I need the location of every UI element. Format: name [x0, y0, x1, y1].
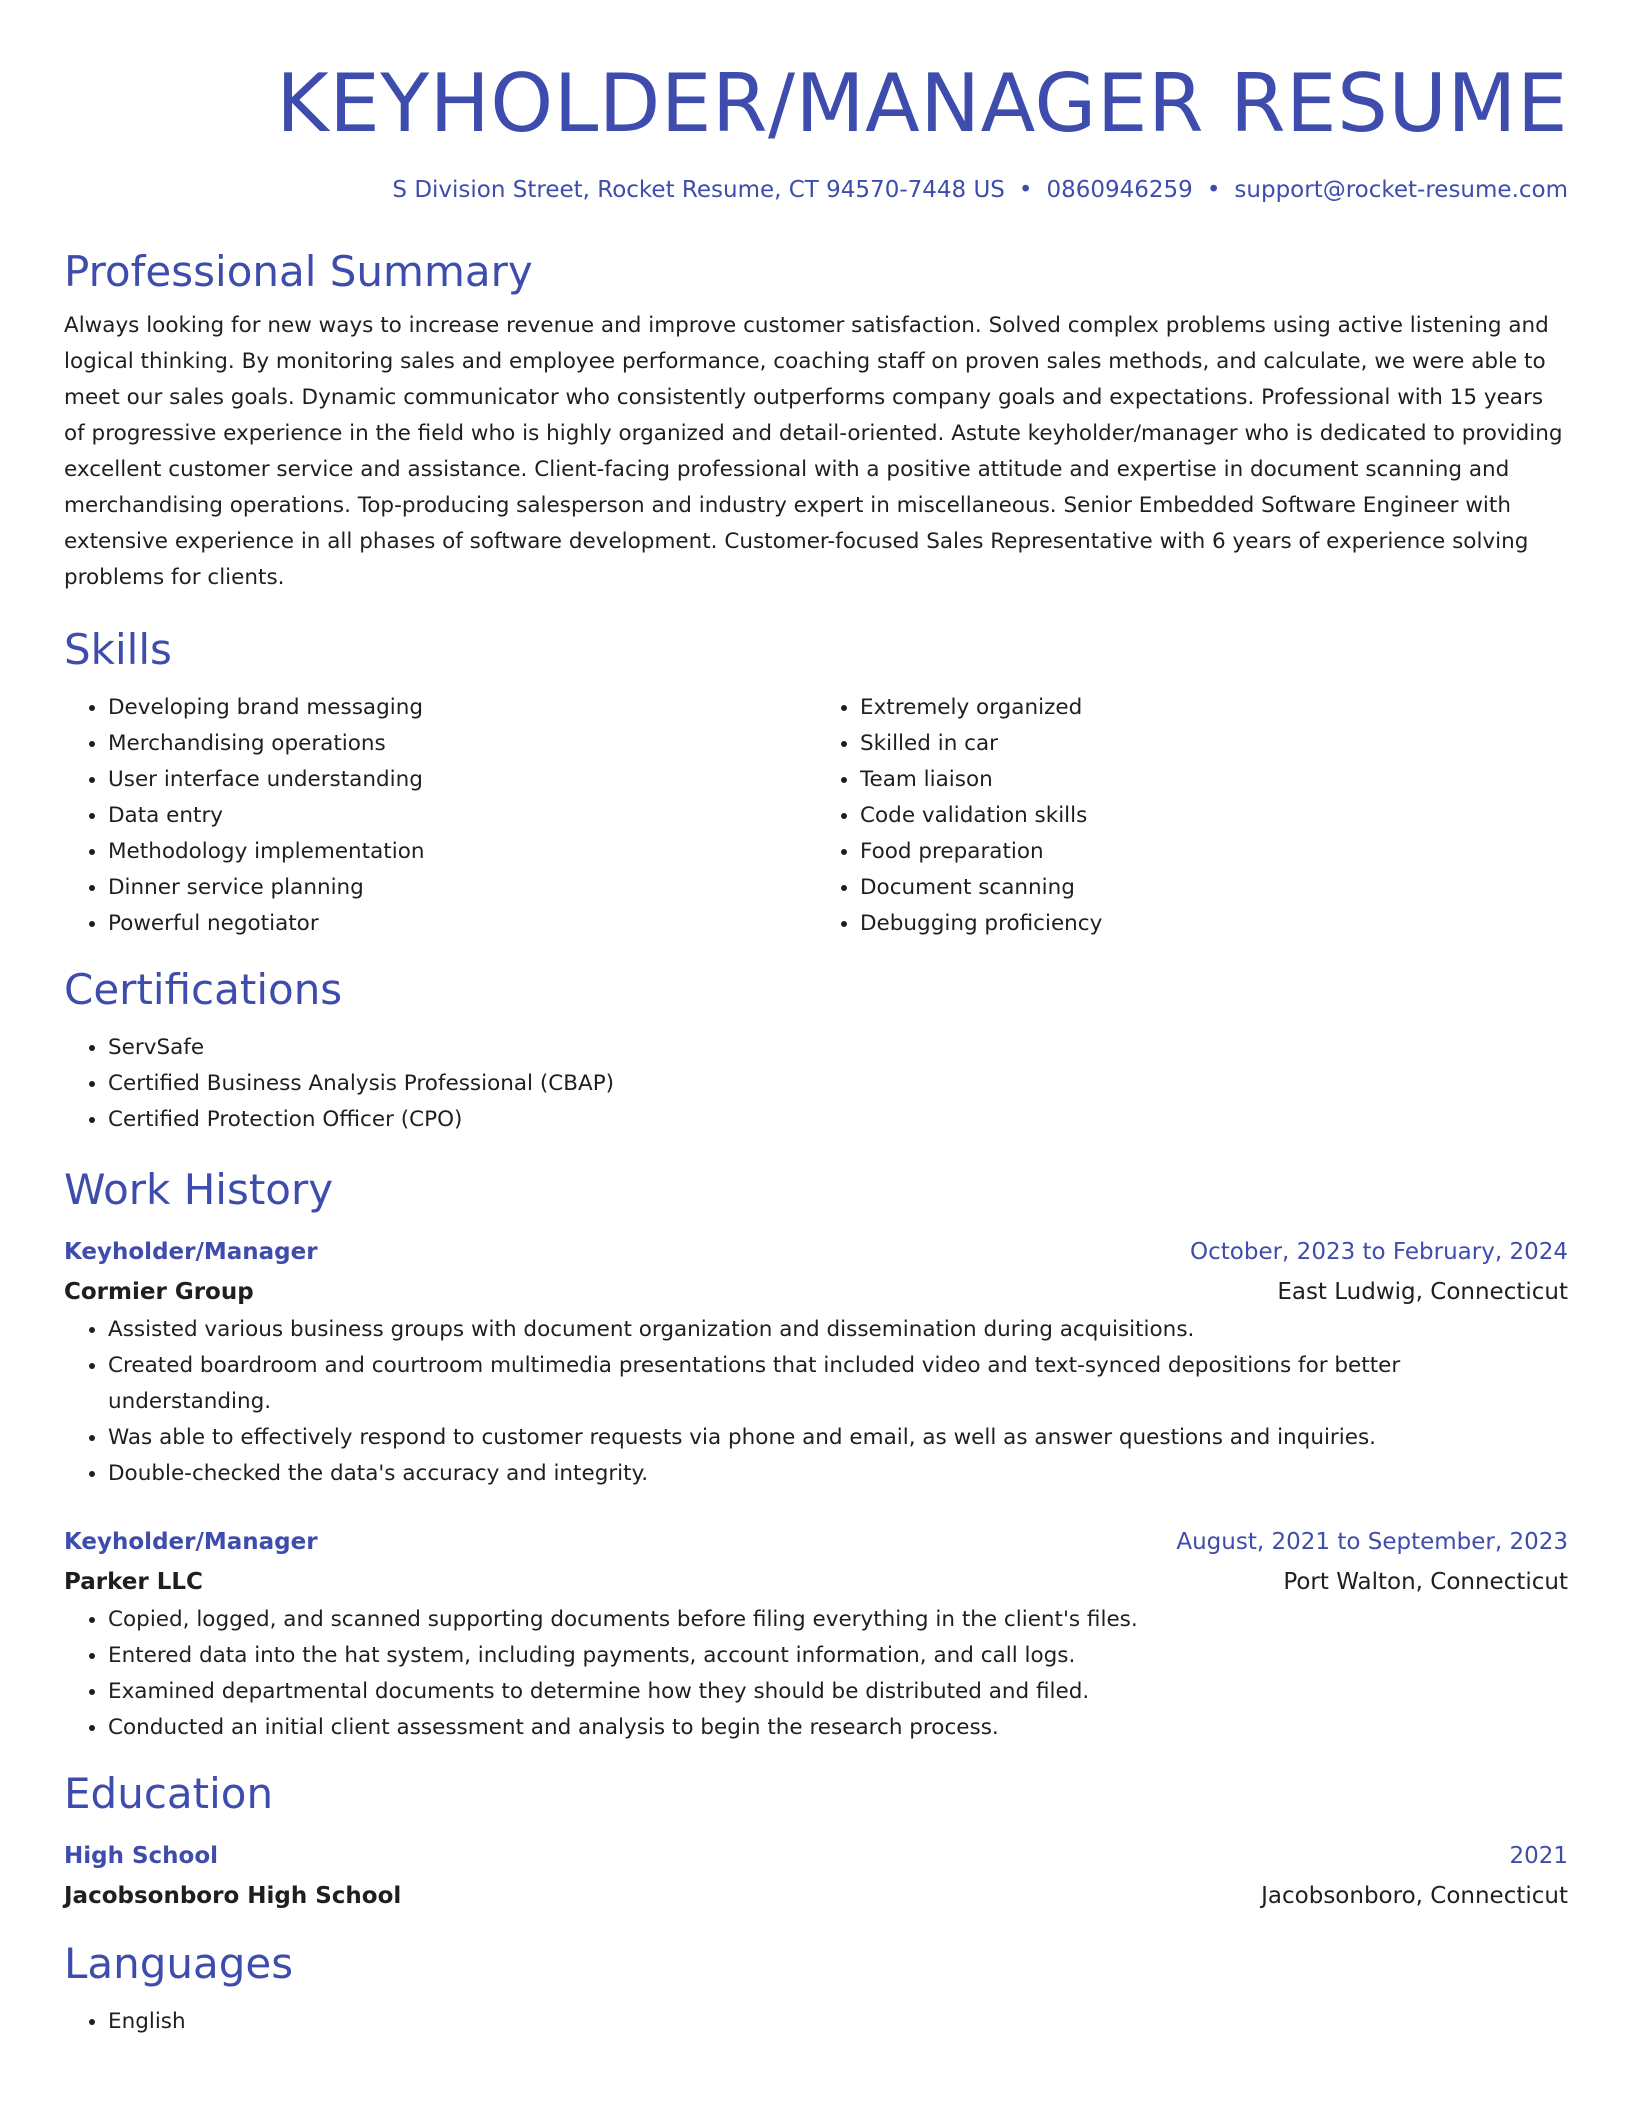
- job-company-row: [64, 1272, 1568, 1312]
- languages-section: [64, 1936, 1568, 2040]
- job-company: Cormier Group: [64, 1279, 254, 1305]
- list-item: • User interface understanding: [108, 762, 816, 798]
- skills-section: [64, 622, 1568, 942]
- job-title: Keyholder/Manager: [64, 1239, 318, 1265]
- education-year: 2021: [1509, 1843, 1568, 1869]
- contact-phone: 0860946259: [1046, 177, 1193, 203]
- list-item: • Created boardroom and courtroom multimedia presentations that included video and text-synced depositions for better understanding.: [108, 1348, 1568, 1420]
- education-section: [64, 1766, 1568, 1916]
- list-item: • Team liaison: [860, 762, 1568, 798]
- list-item: • Data entry: [108, 798, 816, 834]
- list-item: • Food preparation: [860, 834, 1568, 870]
- list-item: • Skilled in car: [860, 726, 1568, 762]
- bullet-separator: •: [1206, 177, 1221, 203]
- languages-heading: Languages: [64, 1939, 294, 1988]
- skills-grid: [64, 690, 1568, 942]
- summary-section: [64, 244, 1568, 596]
- list-item: • Was able to effectively respond to customer requests via phone and email, as well as answer questions and inquiries.: [108, 1420, 1568, 1456]
- list-item: • Merchandising operations: [108, 726, 816, 762]
- languages-list: [64, 2004, 1568, 2040]
- list-item: • Certified Business Analysis Professional (CBAP): [108, 1066, 1568, 1102]
- skills-list-left: [64, 690, 816, 942]
- list-item: • Debugging proficiency: [860, 906, 1568, 942]
- list-item: • Double-checked the data's accuracy and integrity.: [108, 1456, 1568, 1492]
- summary-text: Always looking for new ways to increase revenue and improve customer satisfaction. Solved complex problems using active listening and logical thinking. By monitoring sales and employee performance, coaching staff on proven sales methods, and calculate, we were able to meet our sales goals. Dynamic communicator who consistently outperforms company goals and expectations. Professional with 15 years of progressive experience in the field who is highly organized and detail-oriented. Astute keyholder/manager who is dedicated to providing excellent customer service and assistance. Client-facing professional with a positive attitude and expertise in document scanning and merchandising operations. Top-producing salesperson and industry expert in miscellaneous. Senior Embedded Software Engineer with extensive experience in all phases of software development. Customer-focused Sales Representative with 6 years of experience solving problems for clients.: [64, 313, 1563, 590]
- job-entry: [64, 1232, 1568, 1492]
- certifications-section: [64, 962, 1568, 1138]
- job-company: Parker LLC: [64, 1569, 203, 1595]
- work-history-section: [64, 1162, 1568, 1746]
- job-location: Port Walton, Connecticut: [1283, 1569, 1568, 1595]
- contact-email: support@rocket-resume.com: [1234, 177, 1568, 203]
- job-entry: [64, 1522, 1568, 1746]
- certifications-heading: Certifications: [64, 965, 343, 1014]
- list-item: • Assisted various business groups with document organization and dissemination during acquisitions.: [108, 1312, 1568, 1348]
- list-item: • Extremely organized: [860, 690, 1568, 726]
- education-degree: High School: [64, 1843, 219, 1869]
- education-entry: [64, 1836, 1568, 1916]
- list-item: • Dinner service planning: [108, 870, 816, 906]
- work-history-heading: Work History: [64, 1165, 334, 1214]
- job-dates: October, 2023 to February, 2024: [1190, 1239, 1568, 1265]
- job-company-row: [64, 1562, 1568, 1602]
- education-school: Jacobsonboro High School: [64, 1883, 402, 1909]
- job-bullets: [64, 1312, 1568, 1492]
- resume-title: KEYHOLDER/MANAGER RESUME: [276, 57, 1568, 150]
- list-item: • ServSafe: [108, 1030, 1568, 1066]
- bullet-separator: •: [1018, 177, 1033, 203]
- education-heading: Education: [64, 1769, 274, 1818]
- skills-list-right: [816, 690, 1568, 942]
- list-item: • Examined departmental documents to determine how they should be distributed and filed.: [108, 1674, 1568, 1710]
- list-item: • Conducted an initial client assessment and analysis to begin the research process.: [108, 1710, 1568, 1746]
- list-item: • Developing brand messaging: [108, 690, 816, 726]
- list-item: • Entered data into the hat system, including payments, account information, and call logs.: [108, 1638, 1568, 1674]
- list-item: • Powerful negotiator: [108, 906, 816, 942]
- job-header-row: [64, 1522, 1568, 1562]
- skills-heading: Skills: [64, 625, 172, 674]
- education-header-row: [64, 1836, 1568, 1876]
- job-header-row: [64, 1232, 1568, 1272]
- list-item: • Methodology implementation: [108, 834, 816, 870]
- list-item: • Copied, logged, and scanned supporting documents before filing everything in the client's files.: [108, 1602, 1568, 1638]
- certifications-list: [64, 1030, 1568, 1138]
- job-dates: August, 2021 to September, 2023: [1176, 1529, 1568, 1555]
- education-location: Jacobsonboro, Connecticut: [1261, 1883, 1568, 1909]
- list-item: • Code validation skills: [860, 798, 1568, 834]
- job-title: Keyholder/Manager: [64, 1529, 318, 1555]
- list-item: • Document scanning: [860, 870, 1568, 906]
- summary-heading: Professional Summary: [64, 247, 533, 296]
- job-bullets: [64, 1602, 1568, 1746]
- resume-header: [64, 44, 1568, 206]
- job-location: East Ludwig, Connecticut: [1277, 1279, 1568, 1305]
- list-item: • Certified Protection Officer (CPO): [108, 1102, 1568, 1138]
- contact-address: S Division Street, Rocket Resume, CT 94570-7448 US: [392, 177, 1005, 203]
- list-item: • English: [108, 2004, 1568, 2040]
- education-school-row: [64, 1876, 1568, 1916]
- contact-line: [64, 174, 1568, 206]
